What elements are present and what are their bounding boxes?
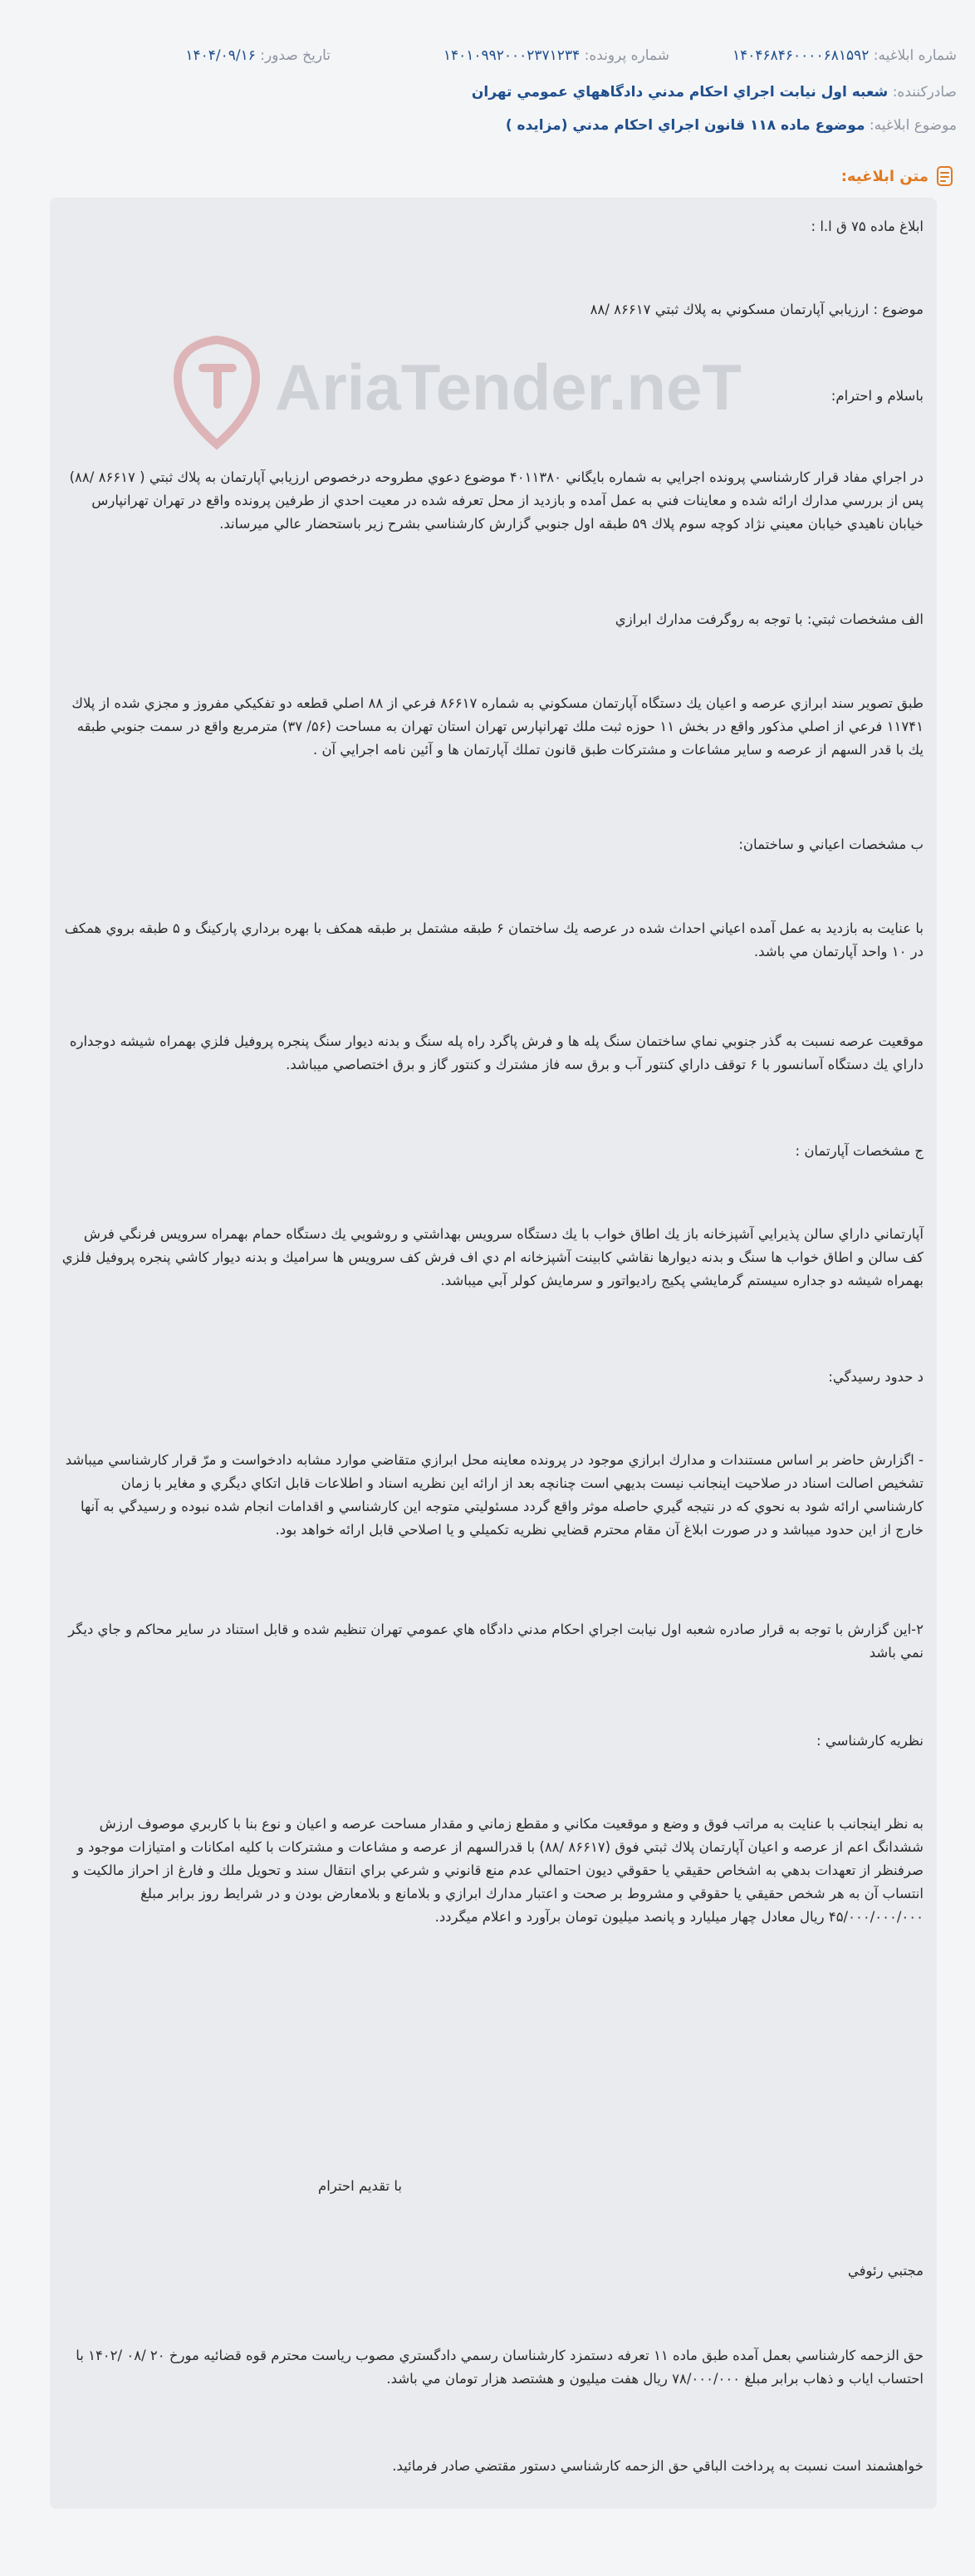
body-paragraph: نظريه كارشناسي : — [816, 1733, 924, 1749]
issue-date — [185, 47, 331, 65]
signatory-name: مجتبي رئوفي — [847, 2263, 924, 2279]
body-paragraph: حق الزحمه كارشناسي بعمل آمده طبق ماده ۱۱ تعرفه دستمزد كارشناسان رسمي دادگستري مصوب رياست محترم قوه قضائيه مورخ ۲۰ /۰۸ /۱۴۰۲ با احتساب اياب و ذهاب برابر مبلغ ۷۸/۰۰۰/۰۰۰ ريال هفت ميليون و هشتصد هزار تومان مي باشد. — [76, 2348, 924, 2387]
notice-number-value: ۱۴۰۴۶۸۴۶۰۰۰۰۶۸۱۵۹۲ — [732, 47, 870, 64]
notice-subject — [506, 116, 957, 135]
body-paragraph: آپارتماني داراي سالن پذيرايي آشپزخانه باز يك اطاق خواب با يك دستگاه سرويس بهداشتي و روشويي يك دستگاه حمام بهمراه سرويس فرنگي فرش كف سالن و اطاق خواب ها سنگ و بدنه ديوارها نقاشي كابينت آشپزخانه ام دي اف فرش كف سرويس ها سراميك و بدنه ديوار كاشي پنجره پروفيل فلزي بهمراه شيشه دو جداره سيستم گرمايشي پكيج راديواتور و سرمايش كولر آبي ميباشد. — [61, 1226, 924, 1288]
notice-subject-value: موضوع ماده ۱۱۸ قانون اجراي احكام مدني (مزايده ) — [505, 117, 865, 134]
watermark-text: AriaTender.neT — [275, 351, 742, 424]
body-paragraph: ب مشخصات اعياني و ساختمان: — [738, 837, 924, 852]
body-paragraph: ۲-اين گزارش با توجه به قرار صادره شعبه اول نيابت اجراي احكام مدني دادگاه هاي عمومي تهران تنظيم شده و قابل استناد در ساير محاكم و جاي ديگر نمي باشد — [68, 1622, 924, 1661]
notice-number-label: شماره ابلاغيه: — [873, 47, 957, 64]
body-paragraph: ج مشخصات آپارتمان : — [795, 1143, 924, 1159]
body-paragraph: موقعيت عرصه نسبت به گذر جنوبي نماي ساختمان سنگ پله ها و فرش پاگرد راه پله سنگ و بدنه ديوار سنگ پنجره پروفيل فلزي بهمراه شيشه دوجداره داراي يك دستگاه آسانسور با ۶ توقف داراي كنتور آب و برق سه فاز مشترك و كنتور گاز و برق اختصاصي ميباشد. — [69, 1033, 924, 1072]
body-paragraph: باسلام و احترام: — [830, 388, 924, 404]
notice-text-title: متن ابلاغيه: — [840, 167, 928, 185]
issue-date-value: ۱۴۰۴/۰۹/۱۶ — [185, 47, 256, 64]
body-paragraph: طبق تصوير سند ابرازي عرصه و اعيان يك دستگاه آپارتمان مسكوني به شماره ۸۶۶۱۷ فرعي از ۸۸ اصلي قطعه دو تفكيكي مفروز و مجزي شده از پلاك ۱۱۷۴۱ فرعي از اصلي مذكور واقع در بخش ۱۱ حوزه ثبت ملك تهرانپارس تهران استان تهران به مساحت (۵۶/ ۳۷) مترمربع واقع در سمت جنوبي طبقه يك با قدر السهم از عرصه و ساير مشاعات و مشتركات طبق قانون تملك آپارتمان ها و آئين نامه اجرايي آن . — [71, 695, 924, 758]
notice-subject-label: موضوع ابلاغيه: — [869, 117, 957, 134]
case-number-label: شماره پرونده: — [584, 47, 669, 64]
body-paragraph: با عنايت به بازديد به عمل آمده اعياني احداث شده در عرصه يك ساختمان ۶ طبقه مشتمل بر طبقه همكف با بهره برداري پاركينگ و ۵ طبقه بروي همكف در ۱۰ واحد آپارتمان مي باشد. — [64, 920, 924, 959]
body-paragraph: موضوع : ارزيابي آپارتمان مسكوني به پلاك ثبتي ۸۶۶۱۷ /۸۸ — [590, 302, 924, 317]
issuer — [472, 83, 957, 101]
issuer-label: صادرکننده: — [892, 84, 957, 101]
body-paragraph: الف مشخصات ثبتي: با توجه به روگرفت مدارك ابرازي — [615, 611, 924, 627]
case-number — [443, 47, 669, 65]
notice-number — [732, 47, 957, 65]
notice-text-header — [840, 161, 957, 191]
body-paragraph: در اجراي مفاد قرار كارشناسي پرونده اجرايي به شماره بايگاني ۴۰۱۱۳۸۰ موضوع دعوي مطروحه درخصوص ارزيابي آپارتمان به پلاك ثبتي ( ۸۶۶۱۷ /۸۸) پس از بررسي مدارك ارائه شده و معاينات فني به عمل آمده و بازديد از محل تعرفه شده در معيت احدي از طرفين پرونده واقع در تهران تهرانپارس خيابان ناهيدي خيابان معيني نژاد كوچه سوم پلاك ۵۹ طبقه اول جنوبي گزارش كارشناسي بشرح زير باستحضار عالي ميرساند. — [69, 469, 924, 532]
body-paragraph: ابلاغ ماده ۷۵ ق ا.ا : — [811, 218, 924, 234]
document-text-icon — [933, 164, 957, 188]
body-paragraph: - اگزارش حاضر بر اساس مستندات و مدارك ابرازي موجود در پرونده معاينه محل ابرازي متقاضي موارد مشابه دادخواست و مرّ قرار كارشناسي ميباشد تشخيص اصالت اسناد در صلاحيت اينجانب نيست بديهي است چنانچه بعد از ارائه اين نظريه اسناد و اطلاعات قابل اتكاي ديگري و مغاير با زمان كارشناسي ارائه شود به نحوي كه در نتيجه گيري حاصله موثر واقع گردد مسئوليتي متوجه اين كارشناسي و اقدامات انجام شده نبوده و رسيدگي به آنها خارج از اين حدود ميباشد و در صورت ابلاغ آن مقام محترم قضايي نظريه تكميلي و يا اصلاحي قابل ارائه خواهد بود. — [65, 1452, 924, 1538]
body-paragraph: به نظر اينجانب با عنايت به مراتب فوق و وضع و موقعيت مكاني و مقطع زماني و مقدار مساحت عرصه و اعيان و نوع بنا با كاربري موصوف ارزش ششدانگ اعم از عرصه و اعيان آپارتمان پلاك ثبتي فوق (۸۶۶۱۷ /۸۸) با قدرالسهم از عرصه و مشاعات و مشتركات با كليه امكانات و امتيازات موجود و صرفنظر از تعهدات بدهي به اشخاص حقيقي يا حقوقي ديون احتمالي عدم منع قانوني و شرعي براي انتقال سند و تحويل ملك و فارغ از احراز مالكيت و انتساب آن به هر شخص حقيقي يا حقوقي و مشروط بر صحت و اعتبار مدارك ابرازي و بلامانع و بلامعارض بودن و در شرايط روز برابر مبلغ ۴۵/۰۰۰/۰۰۰/۰۰۰ ريال معادل چهار ميليارد و پانصد ميليون تومان برآورد و اعلام ميگردد. — [72, 1816, 924, 1925]
closing-remark: با تقديم احترام — [318, 2178, 402, 2194]
case-number-value: ۱۴۰۱۰۹۹۲۰۰۰۲۳۷۱۲۳۴ — [443, 47, 581, 64]
body-paragraph: خواهشمند است نسبت به پرداخت الباقي حق الزحمه كارشناسي دستور مقتضي صادر فرمائيد. — [392, 2458, 924, 2474]
issuer-value: شعبه اول نيابت اجراي احكام مدني دادگاههاي عمومي تهران — [471, 84, 889, 101]
issue-date-label: تاريخ صدور: — [260, 47, 331, 64]
body-paragraph: د حدود رسيدگي: — [828, 1369, 924, 1385]
notice-content-box — [50, 198, 937, 2509]
